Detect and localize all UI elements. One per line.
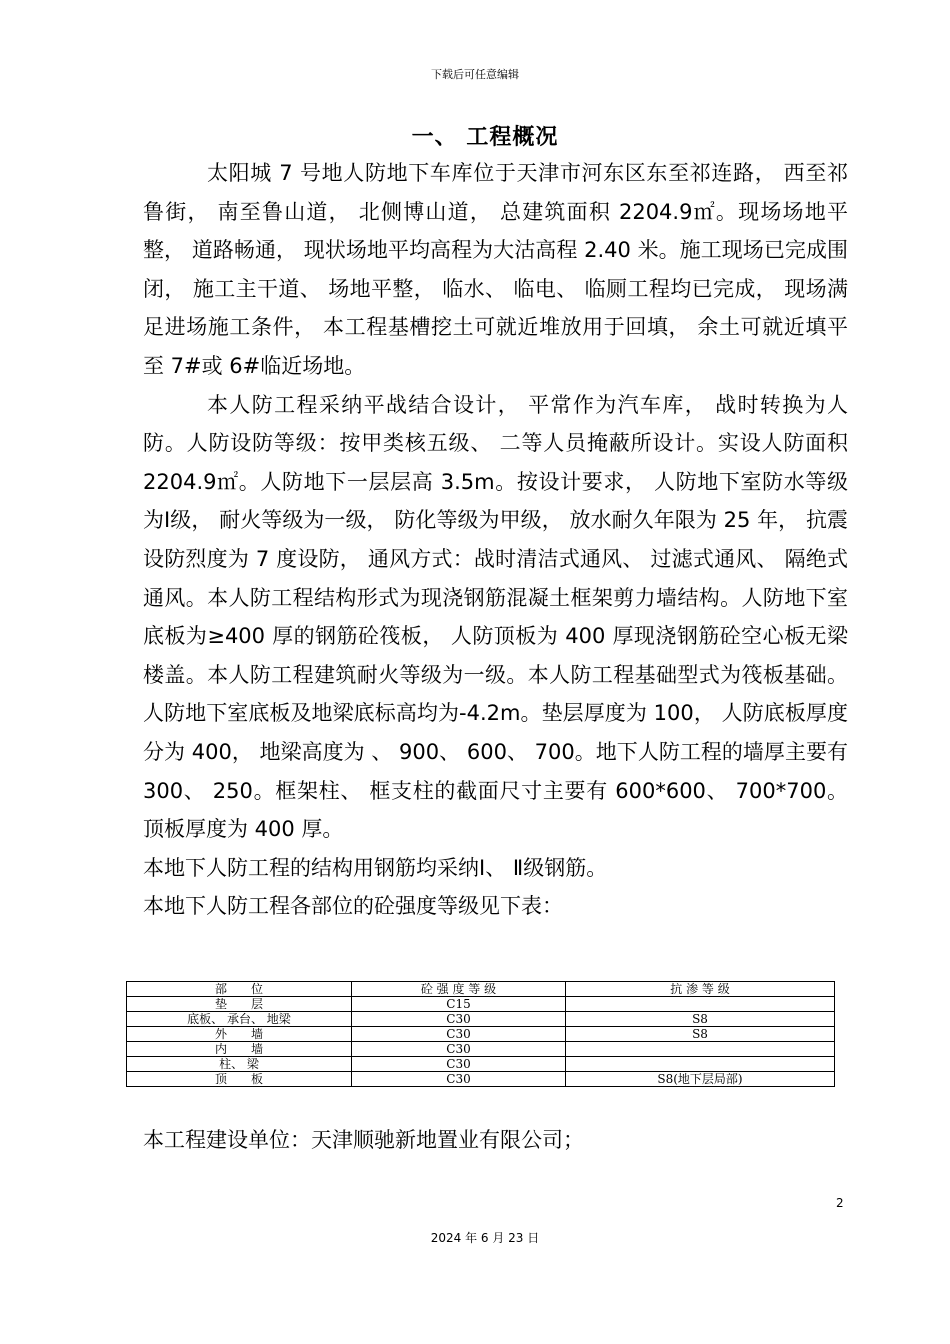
- concrete-grade-table: [126, 981, 835, 1087]
- table-cell: 外 墙: [127, 1027, 352, 1042]
- table-cell: C30: [352, 1042, 566, 1057]
- table-cell: C30: [352, 1027, 566, 1042]
- table-cell: 底板、 承台、 地梁: [127, 1012, 352, 1027]
- paragraph-civil-defense-design: 本人防工程采纳平战结合设计， 平常作为汽车库， 战时转换为人防。人防设防等级：按甲类核五级、 二等人员掩蔽所设计。实设人防面积 2204.9㎡。人防地下一层层高 3.5m。按设计要求， 人防地下室防水等级为Ⅰ级， 耐火等级为一级， 防化等级为甲级， 放水耐久年限为 25 年， 抗震设防烈度为 7 度设防， 通风方式：战时清洁式通风、 过滤式通风、 隔绝式通风。本人防工程结构形式为现浇钢筋混凝土框架剪力墙结构。人防地下室底板为≥400 厚的钢筋砼筏板， 人防顶板为 400 厚现浇钢筋砼空心板无梁楼盖。本人防工程建筑耐火等级为一级。本人防工程基础型式为筏板基础。人防地下室底板及地梁底标高均为-4.2m。垫层厚度为 100， 人防底板厚度分为 400， 地梁高度为 、 900、 600、 700。地下人防工程的墙厚主要有 300、 250。框架柱、 框支柱的截面尺寸主要有 600*600、 700*700。顶板厚度为 400 厚。: [143, 392, 848, 842]
- table-cell: C30: [352, 1057, 566, 1072]
- table-row: [127, 997, 835, 1012]
- paragraph-project-location: 太阳城 7 号地人防地下车库位于天津市河东区东至祁连路， 西至祁鲁街， 南至鲁山道， 北侧博山道， 总建筑面积 2204.9㎡。现场场地平整， 道路畅通， 现状场地平均高程为大沽高程 2.40 米。施工现场已完成围闭， 施工主干道、 场地平整， 临水、 临电、 临厕工程均已完成， 现场满足进场施工条件， 本工程基槽挖土可就近堆放用于回填， 余土可就近填平至 7#或 6#临近场地。: [143, 161, 848, 378]
- construction-owner-line: 本工程建设单位：天津顺驰新地置业有限公司；: [143, 1128, 584, 1152]
- table-cell: 垫 层: [127, 997, 352, 1012]
- document-body: [143, 154, 848, 926]
- table-row: [127, 1042, 835, 1057]
- table-cell: S8: [566, 1027, 835, 1042]
- table-cell: C15: [352, 997, 566, 1012]
- table-row: [127, 1057, 835, 1072]
- table-cell: 柱、 梁: [127, 1057, 352, 1072]
- section-title: 一、 工程概况: [411, 125, 559, 150]
- table-row: [127, 1027, 835, 1042]
- table-header-cell: 抗 渗 等 级: [566, 982, 835, 997]
- paragraph-rebar: 本地下人防工程的结构用钢筋均采纳Ⅰ、 Ⅱ级钢筋。: [143, 855, 608, 880]
- table-cell: 顶 板: [127, 1072, 352, 1087]
- table-row: [127, 1072, 835, 1087]
- table-cell: C30: [352, 1012, 566, 1027]
- table-cell: [566, 1042, 835, 1057]
- table-header-cell: 部 位: [127, 982, 352, 997]
- table-cell: [566, 997, 835, 1012]
- table-cell: C30: [352, 1072, 566, 1087]
- table-cell: [566, 1057, 835, 1072]
- paragraph-table-intro: 本地下人防工程各部位的砼强度等级见下表：: [143, 894, 563, 919]
- page-number: 2: [836, 1196, 844, 1210]
- table-row: [127, 1012, 835, 1027]
- footer-date: 2024 年 6 月 23 日: [430, 1231, 540, 1245]
- table-cell: 内 墙: [127, 1042, 352, 1057]
- table-cell: S8(地下层局部): [566, 1072, 835, 1087]
- table-cell: S8: [566, 1012, 835, 1027]
- table-header-row: [127, 982, 835, 997]
- table-header-cell: 砼 强 度 等 级: [352, 982, 566, 997]
- page-header-note: 下载后可任意编辑: [431, 68, 519, 81]
